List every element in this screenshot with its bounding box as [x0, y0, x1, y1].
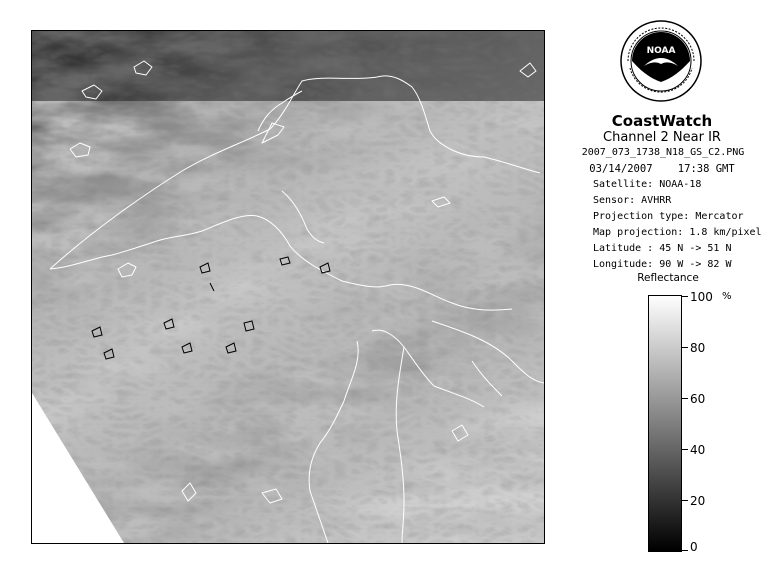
- colorbar-title: Reflectance: [637, 272, 699, 284]
- colorbar-tick: [681, 500, 688, 501]
- longitude-label: Longitude: 90 W -> 82 W: [593, 259, 732, 270]
- colorbar-tick: [681, 449, 688, 450]
- fine-texture: [32, 31, 544, 543]
- colorbar-tick-label: 80: [690, 341, 706, 355]
- file-name: 2007_073_1738_N18_GS_C2.PNG: [581, 147, 745, 158]
- colorbar-tick-label: 60: [690, 392, 706, 406]
- logo-text: NOAA: [646, 46, 676, 56]
- map-projection-label: Map projection: 1.8 km/pixel: [593, 227, 762, 238]
- product-title: CoastWatch: [611, 112, 713, 130]
- colorbar-tick: [681, 296, 688, 297]
- colorbar-tick: [681, 347, 688, 348]
- date-time: 03/14/2007 17:38 GMT: [589, 163, 735, 175]
- colorbar-unit: %: [722, 291, 732, 302]
- sensor-label: Sensor: AVHRR: [593, 195, 672, 206]
- satellite-map: [32, 31, 544, 543]
- projection-type-label: Projection type: Mercator: [593, 211, 744, 222]
- satellite-label: Satellite: NOAA-18: [593, 179, 702, 190]
- colorbar-tick-label: 40: [690, 443, 706, 457]
- colorbar-tick-label: 100: [690, 290, 713, 304]
- latitude-label: Latitude : 45 N -> 51 N: [593, 243, 732, 254]
- channel-label: Channel 2 Near IR: [603, 130, 721, 145]
- colorbar-tick: [681, 398, 688, 399]
- colorbar-tick: [681, 550, 688, 551]
- colorbar-tick-label: 0: [690, 540, 698, 554]
- colorbar: [648, 295, 682, 552]
- noaa-logo: [620, 20, 702, 102]
- colorbar-tick-label: 20: [690, 494, 706, 508]
- satellite-image-panel: [31, 30, 545, 544]
